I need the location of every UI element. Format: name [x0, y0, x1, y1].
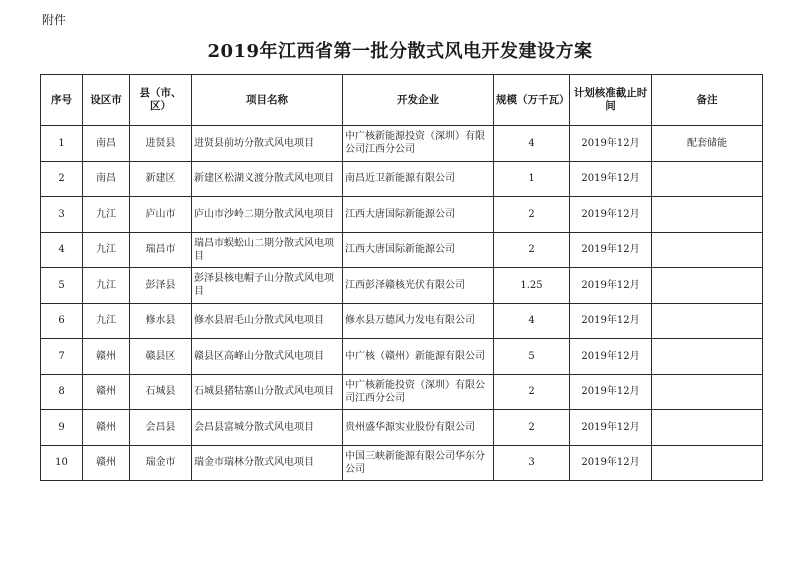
cell-developer: 修水县万德风力发电有限公司 [343, 303, 494, 339]
table-row [41, 374, 763, 410]
cell-seq: 9 [41, 410, 83, 446]
cell-seq: 8 [41, 374, 83, 410]
cell-county: 瑞昌市 [130, 232, 192, 268]
cell-remark [652, 268, 763, 304]
cell-deadline: 2019年12月 [570, 339, 652, 375]
cell-capacity: 4 [494, 126, 570, 162]
cell-capacity: 1.25 [494, 268, 570, 304]
header-seq: 序号 [41, 75, 83, 126]
cell-seq: 5 [41, 268, 83, 304]
attachment-label: 附件 [42, 13, 67, 27]
cell-county: 彭泽县 [130, 268, 192, 304]
cell-project: 进贤县前坊分散式风电项目 [192, 126, 343, 162]
cell-project: 庐山市沙岭二期分散式风电项目 [192, 197, 343, 233]
cell-capacity: 2 [494, 374, 570, 410]
cell-county: 修水县 [130, 303, 192, 339]
cell-project: 赣县区高峰山分散式风电项目 [192, 339, 343, 375]
cell-county: 新建区 [130, 161, 192, 197]
table-row [41, 126, 763, 162]
cell-city: 赣州 [83, 445, 130, 481]
cell-county: 瑞金市 [130, 445, 192, 481]
header-deadline: 计划核准截止时间 [570, 75, 652, 126]
cell-developer: 中广核新能源投资（深圳）有限公司江西分公司 [343, 126, 494, 162]
cell-capacity: 4 [494, 303, 570, 339]
cell-remark [652, 445, 763, 481]
header-developer: 开发企业 [343, 75, 494, 126]
cell-deadline: 2019年12月 [570, 410, 652, 446]
cell-county: 庐山市 [130, 197, 192, 233]
cell-city: 九江 [83, 232, 130, 268]
cell-project: 彭泽县核电帽子山分散式风电项目 [192, 268, 343, 304]
cell-remark [652, 197, 763, 233]
cell-county: 进贤县 [130, 126, 192, 162]
cell-capacity: 2 [494, 410, 570, 446]
cell-county: 赣县区 [130, 339, 192, 375]
header-remark: 备注 [652, 75, 763, 126]
cell-remark [652, 303, 763, 339]
cell-capacity: 3 [494, 445, 570, 481]
cell-county: 石城县 [130, 374, 192, 410]
cell-seq: 4 [41, 232, 83, 268]
cell-developer: 中广核新能投资（深圳）有限公司江西分公司 [343, 374, 494, 410]
cell-deadline: 2019年12月 [570, 445, 652, 481]
header-county: 县（市、区） [130, 75, 192, 126]
table-row [41, 197, 763, 233]
table-row [41, 410, 763, 446]
cell-deadline: 2019年12月 [570, 232, 652, 268]
cell-project: 会昌县富城分散式风电项目 [192, 410, 343, 446]
cell-capacity: 5 [494, 339, 570, 375]
cell-developer: 江西大唐国际新能源公司 [343, 197, 494, 233]
cell-deadline: 2019年12月 [570, 161, 652, 197]
header-project: 项目名称 [192, 75, 343, 126]
cell-deadline: 2019年12月 [570, 268, 652, 304]
table-row [41, 161, 763, 197]
cell-city: 赣州 [83, 339, 130, 375]
table-row [41, 339, 763, 375]
header-city: 设区市 [83, 75, 130, 126]
cell-project: 瑞昌市蜈蚣山二期分散式风电项目 [192, 232, 343, 268]
cell-city: 南昌 [83, 161, 130, 197]
cell-project: 新建区松湖义渡分散式风电项目 [192, 161, 343, 197]
cell-project: 瑞金市瑞林分散式风电项目 [192, 445, 343, 481]
cell-seq: 2 [41, 161, 83, 197]
cell-county: 会昌县 [130, 410, 192, 446]
page-title: 2019年江西省第一批分散式风电开发建设方案 [207, 41, 593, 62]
cell-seq: 7 [41, 339, 83, 375]
table-row [41, 232, 763, 268]
cell-seq: 10 [41, 445, 83, 481]
cell-city: 九江 [83, 268, 130, 304]
project-table [40, 74, 763, 481]
cell-city: 南昌 [83, 126, 130, 162]
cell-capacity: 2 [494, 197, 570, 233]
table-row [41, 303, 763, 339]
cell-developer: 贵州盛华源实业股份有限公司 [343, 410, 494, 446]
cell-project: 修水县眉毛山分散式风电项目 [192, 303, 343, 339]
cell-deadline: 2019年12月 [570, 374, 652, 410]
header-capacity: 规模（万千瓦） [494, 75, 570, 126]
cell-deadline: 2019年12月 [570, 303, 652, 339]
table-row [41, 268, 763, 304]
cell-remark [652, 232, 763, 268]
table-row [41, 445, 763, 481]
header-row [41, 75, 763, 126]
cell-remark [652, 410, 763, 446]
cell-capacity: 2 [494, 232, 570, 268]
cell-developer: 中广核（赣州）新能源有限公司 [343, 339, 494, 375]
cell-city: 九江 [83, 197, 130, 233]
cell-developer: 中国三峡新能源有限公司华东分公司 [343, 445, 494, 481]
cell-seq: 6 [41, 303, 83, 339]
cell-developer: 江西大唐国际新能源公司 [343, 232, 494, 268]
cell-deadline: 2019年12月 [570, 197, 652, 233]
cell-city: 赣州 [83, 374, 130, 410]
cell-city: 赣州 [83, 410, 130, 446]
cell-project: 石城县猪牯寨山分散式风电项目 [192, 374, 343, 410]
cell-seq: 3 [41, 197, 83, 233]
cell-remark [652, 339, 763, 375]
cell-capacity: 1 [494, 161, 570, 197]
cell-developer: 南昌近卫新能源有限公司 [343, 161, 494, 197]
cell-deadline: 2019年12月 [570, 126, 652, 162]
cell-seq: 1 [41, 126, 83, 162]
cell-developer: 江西彭泽赣核光伏有限公司 [343, 268, 494, 304]
cell-remark [652, 374, 763, 410]
cell-city: 九江 [83, 303, 130, 339]
cell-remark [652, 161, 763, 197]
cell-remark: 配套储能 [652, 126, 763, 162]
